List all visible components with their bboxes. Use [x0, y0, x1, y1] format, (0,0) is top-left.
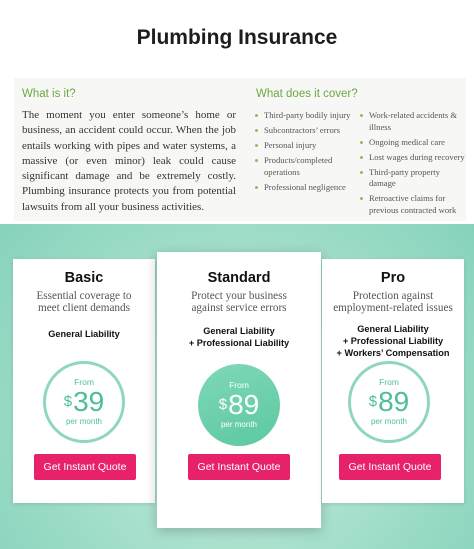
coverage-item: Third-party property damage [360, 167, 468, 190]
bullet-icon [360, 156, 363, 159]
coverage-list-right [360, 110, 468, 220]
bullet-icon [255, 129, 258, 132]
price-badge: From $ 89 per month [198, 364, 280, 446]
plan-description: Essential coverage to meet client demands [36, 290, 132, 314]
bullet-icon [255, 114, 258, 117]
plan-coverage: General Liability + Professional Liability [188, 326, 290, 348]
get-instant-quote-button[interactable]: Get Instant Quote [339, 454, 441, 480]
coverage-item: Third-party bodily injury [255, 110, 365, 122]
coverage-item: Lost wages during recovery [360, 152, 468, 164]
coverage-item: Products/completed operations [255, 155, 345, 178]
plan-card-basic [13, 259, 155, 503]
bullet-icon [360, 197, 363, 200]
plan-name: Basic [64, 270, 104, 286]
coverage-item: Professional negligence [255, 182, 365, 194]
bullet-icon [255, 144, 258, 147]
get-instant-quote-button[interactable]: Get Instant Quote [188, 454, 290, 480]
plan-description: Protect your business against service errors [191, 290, 287, 314]
price-amount: 39 [73, 386, 105, 417]
plan-card-standard [157, 252, 321, 528]
what-is-it-text: The moment you enter someone’s home or business, an accident could occur. When the job entails working with pipes and water systems, a massive (or even minor) leak could cause significant damage and be extremely costly. Plumbing insurance protects you from potential lawsuits from all your business activities. [22, 109, 236, 213]
page-title: Plumbing Insurance [136, 26, 338, 49]
plan-coverage: General Liability [48, 329, 120, 339]
what-does-it-cover-heading: What does it cover? [256, 88, 358, 100]
price-badge: From $ 39 per month [43, 361, 125, 443]
plan-coverage: General Liability + Professional Liability + Workers’ Compensation [336, 324, 450, 358]
coverage-item: Ongoing medical care [360, 137, 468, 149]
coverage-item: Subcontractors’ errors [255, 125, 365, 137]
plan-card-pro [322, 259, 464, 503]
price-amount: 89 [228, 389, 260, 420]
plan-name: Pro [380, 270, 406, 286]
get-instant-quote-button[interactable]: Get Instant Quote [34, 454, 136, 480]
bullet-icon [255, 186, 258, 189]
price-badge: From $ 89 per month [348, 361, 430, 443]
coverage-item: Retroactive claims for previous contracted work [360, 193, 464, 216]
bullet-icon [255, 159, 258, 162]
coverage-item: Personal injury [255, 140, 365, 152]
plan-name: Standard [207, 270, 271, 286]
what-is-it-heading: What is it? [22, 88, 76, 100]
bullet-icon [360, 141, 363, 144]
coverage-list-left [255, 110, 365, 197]
coverage-item: Work-related accidents & illness [360, 110, 464, 133]
price-amount: 89 [378, 386, 410, 417]
bullet-icon [360, 171, 363, 174]
bullet-icon [360, 114, 363, 117]
plan-description: Protection against employment-related issues [333, 290, 453, 314]
